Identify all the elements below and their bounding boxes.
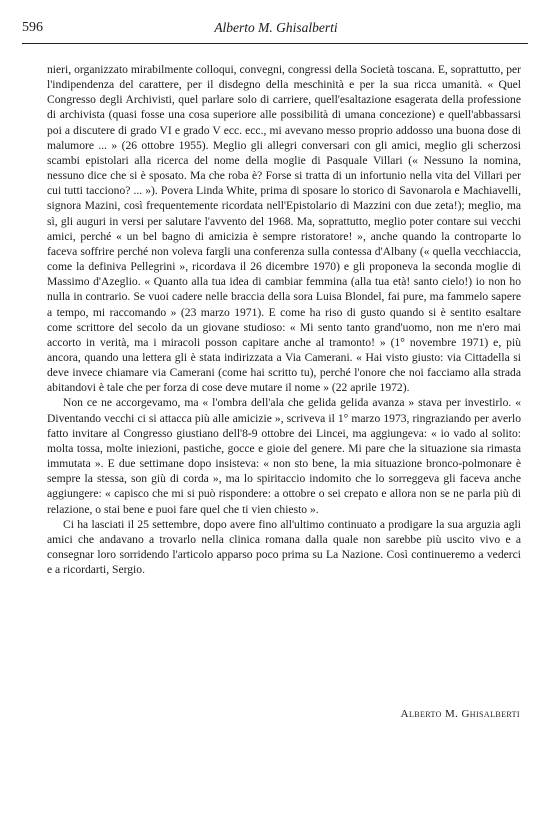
- author-signature: Alberto M. Ghisalberti: [400, 708, 520, 720]
- paragraph-1: nieri, organizzato mirabilmente colloqui, convegni, congressi della Società toscana. E, soprattutto, per l'indipendenza del carattere, per il disdegno della meschinità e per la sua ricca umanità. « Quel Congresso degli Archivisti, quel parlare solo di carriere, quell'esaltazione esagerata della professione di archivista (quasi fosse una cosa superiore alle possibilità di umana concezione) e quell'abbassarsi poi a discutere di grado VI e grado V ecc. ecc., mi avevano messo proprio addosso una buona dose di malumore ... » (26 ottobre 1955). Meglio gli allegri conversari con gli amici, meglio gli scherzosi scambi epistolari alla ricerca del nome della moglie di Pasquale Villari (« Nessuno la nomina, nessuno dice che si è sposato. Ma che roba è? Forse si tratta di un infortunio nella vita del Villari per cui tutti tacciono? ... »). Povera Linda White, prima di sposare lo storico di Savonarola e Machiavelli, signora Mazini, così frequentemente ricordata nell'Epistolario di Mazzini con due zeta!); meglio, ma sì, gli auguri in versi per salutare l'avvento del 1968. Ma, soprattutto, meglio poter contare sui vecchi amici, perché « un bel bagno di amicizia è sempre ristoratore! », anche quando la controparte lo faceva soffrire perché non voleva fargli una conferenza sulla contessa d'Albany (« quella vecchiaccia, come la definiva Pellegrini », ricordava il 26 dicembre 1970) e gli proponeva la seconda moglie di Massimo d'Azeglio. « Quanto alla tua idea di cambiar femmina (alla tua età! santo cielo!) io non ho nulla in contrario. Se vuoi cadere nelle braccia della sora Luisa Blondel, fai pure, ma fammelo sapere a tempo, mi raccomando » (23 marzo 1971). E come ha riso di gusto quando si è sentito esaltare come scrittore del secolo da un giovane studioso: « Mi sento tanto grand'uomo, non me n'ero mai accorto in verità, ma i miracoli posson capitare anche al tramonto! » (1° novembre 1971) e, più ancora, quando una lettera gli è stata indirizzata a Via Camerani. « Hai visto giusto: via Cittadella si deve invece chiamare via Camerani (come hai scritto tu), perché l'onore che noi facciamo alla strada abitandovi è tale che per forza di cose deve mutare il nome » (22 aprile 1972).: [47, 63, 521, 395]
- paragraph-3: Ci ha lasciati il 25 settembre, dopo avere fino all'ultimo continuato a prodigare la sua arguzia agli amici che andavano a trovarlo nella clinica romana dalla quale non sarebbe più uscito vivo e a consegnar loro sorridendo l'articolo apparso poco prima su La Nazione. Così continueremo a vederci e a ricordarti, Sergio.: [47, 517, 521, 577]
- page-header: [22, 20, 530, 40]
- running-head: Alberto M. Ghisalberti: [214, 20, 338, 35]
- page-number: 596: [22, 20, 43, 35]
- header-rule: [22, 43, 528, 44]
- paragraph-2: Non ce ne accorgevamo, ma « l'ombra dell'ala che gelida gelida avanza » stava per investirlo. « Diventando vecchi ci si attacca più alle amicizie », scriveva il 1° marzo 1973, ringraziando per averlo fatto invitare al Congresso giustiano dell'8-9 ottobre dei Lincei, ma aggiungeva: « io vado al solito: molta tossa, molte iniezioni, pastiche, gocce e gioie del genere. Mi pare che la situazione sia rimasta immutata ». E due settimane dopo insisteva: « non sto bene, la mia situazione bronco-polmonare è sempre la stessa, son giù di corda », ma lo spiritaccio indomito che lo sorreggeva gli faceva anche aggiungere: « capisco che mi si può rispondere: a ottobre o sei crepato e allora non se ne parla più di relazione, o stai bene e puoi fare quel che ti vien chiesto ».: [47, 396, 521, 516]
- body-text: [47, 62, 521, 577]
